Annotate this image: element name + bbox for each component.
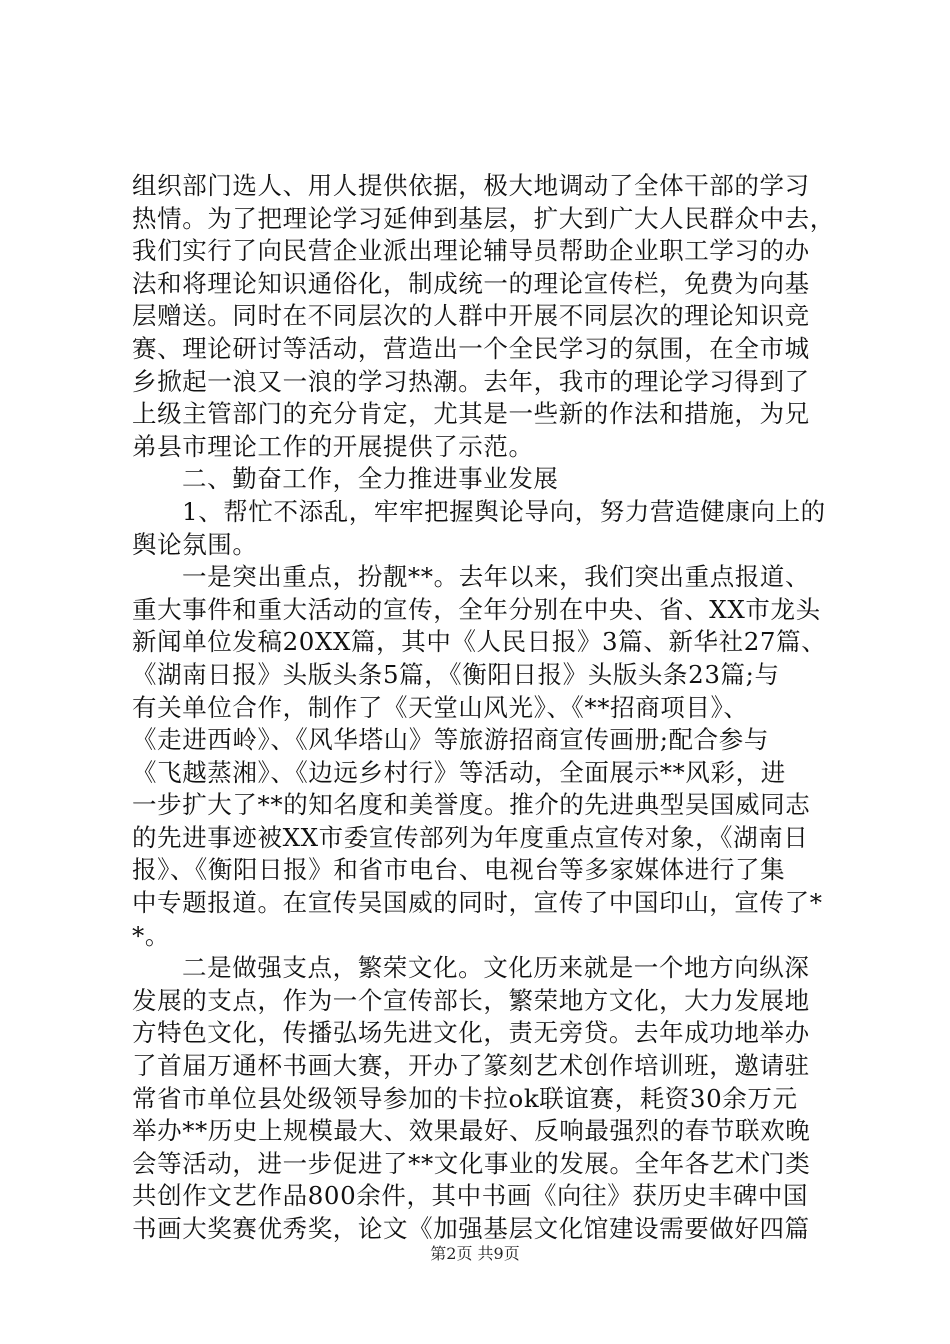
text-line: 重大事件和重大活动的宣传，全年分别在中央、省、XX市龙头 bbox=[132, 594, 821, 624]
text-line: 舆论氛围。 bbox=[132, 529, 258, 559]
text-line: 赛、理论研讨等活动，营造出一个全民学习的氛围，在全市城 bbox=[132, 333, 810, 363]
text-line: 乡掀起一浪又一浪的学习热潮。去年，我市的理论学习得到了 bbox=[132, 366, 810, 396]
text-line: 常省市单位县处级领导参加的卡拉ok联谊赛，耗资30余万元 bbox=[132, 1083, 798, 1113]
text-line: *。 bbox=[132, 920, 170, 950]
text-line: 《飞越蒸湘》、《边远乡村行》等活动，全面展示**风彩，进 bbox=[132, 757, 786, 787]
text-line: 层赠送。同时在不同层次的人群中开展不同层次的理论知识竞 bbox=[132, 301, 810, 331]
paragraph-start-line: 二是做强支点，繁荣文化。文化历来就是一个地方向纵深 bbox=[182, 953, 810, 983]
text-line: 有关单位合作，制作了《天堂山风光》、《**招商项目》、 bbox=[132, 692, 749, 722]
text-line: 我们实行了向民营企业派出理论辅导员帮助企业职工学习的办 bbox=[132, 236, 810, 266]
section-heading: 二、勤奋工作，全力推进事业发展 bbox=[182, 464, 559, 494]
text-line: 发展的支点，作为一个宣传部长，繁荣地方文化，大力发展地 bbox=[132, 985, 810, 1015]
text-line: 新闻单位发稿20XX篇，其中《人民日报》3篇、新华社27篇、 bbox=[132, 627, 827, 657]
text-line: 书画大奖赛优秀奖，论文《加强基层文化馆建设需要做好四篇 bbox=[132, 1214, 810, 1243]
text-line: 《湖南日报》头版头条5篇，《衡阳日报》头版头条23篇;与 bbox=[132, 659, 780, 689]
document-body bbox=[132, 170, 835, 1246]
text-line: 了首届万通杯书画大赛，开办了篆刻艺术创作培训班，邀请驻 bbox=[132, 1051, 810, 1081]
text-line: 法和将理论知识通俗化，制成统一的理论宣传栏，免费为向基 bbox=[132, 268, 810, 298]
text-line: 方特色文化，传播弘场先进文化，责无旁贷。去年成功地举办 bbox=[132, 1018, 810, 1048]
paragraph-start-line: 一是突出重点，扮靓**。去年以来，我们突出重点报道、 bbox=[182, 562, 811, 592]
page-number: 第2页 共9页 bbox=[430, 1244, 520, 1263]
text-line: 上级主管部门的充分肯定，尤其是一些新的作法和措施，为兄 bbox=[132, 399, 810, 429]
text-line: 举办**历史上规模最大、效果最好、反响最强烈的春节联欢晚 bbox=[132, 1116, 811, 1146]
text-line: 会等活动，进一步促进了**文化事业的发展。全年各艺术门类 bbox=[132, 1148, 811, 1178]
text-line: 的先进事迹被XX市委宣传部列为年度重点宣传对象，《湖南日 bbox=[132, 822, 809, 852]
text-line: 热情。为了把理论学习延伸到基层，扩大到广大人民群众中去， bbox=[132, 203, 835, 233]
text-line: 《走进西岭》、《风华塔山》等旅游招商宣传画册;配合参与 bbox=[132, 725, 769, 755]
text-line: 弟县市理论工作的开展提供了示范。 bbox=[132, 431, 534, 461]
page-footer bbox=[0, 1244, 950, 1264]
text-line: 报》、《衡阳日报》和省市电台、电视台等多家媒体进行了集 bbox=[132, 855, 786, 885]
subsection-heading: 1、帮忙不添乱，牢牢把握舆论导向，努力营造健康向上的 bbox=[182, 496, 826, 526]
text-line: 中专题报道。在宣传吴国威的同时，宣传了中国印山，宣传了* bbox=[132, 888, 823, 918]
text-line: 一步扩大了**的知名度和美誉度。推介的先进典型吴国威同志 bbox=[132, 790, 811, 820]
text-line: 共创作文艺作品800余件，其中书画《向往》获历史丰碑中国 bbox=[132, 1181, 809, 1211]
text-line: 组织部门选人、用人提供依据，极大地调动了全体干部的学习 bbox=[132, 171, 810, 200]
